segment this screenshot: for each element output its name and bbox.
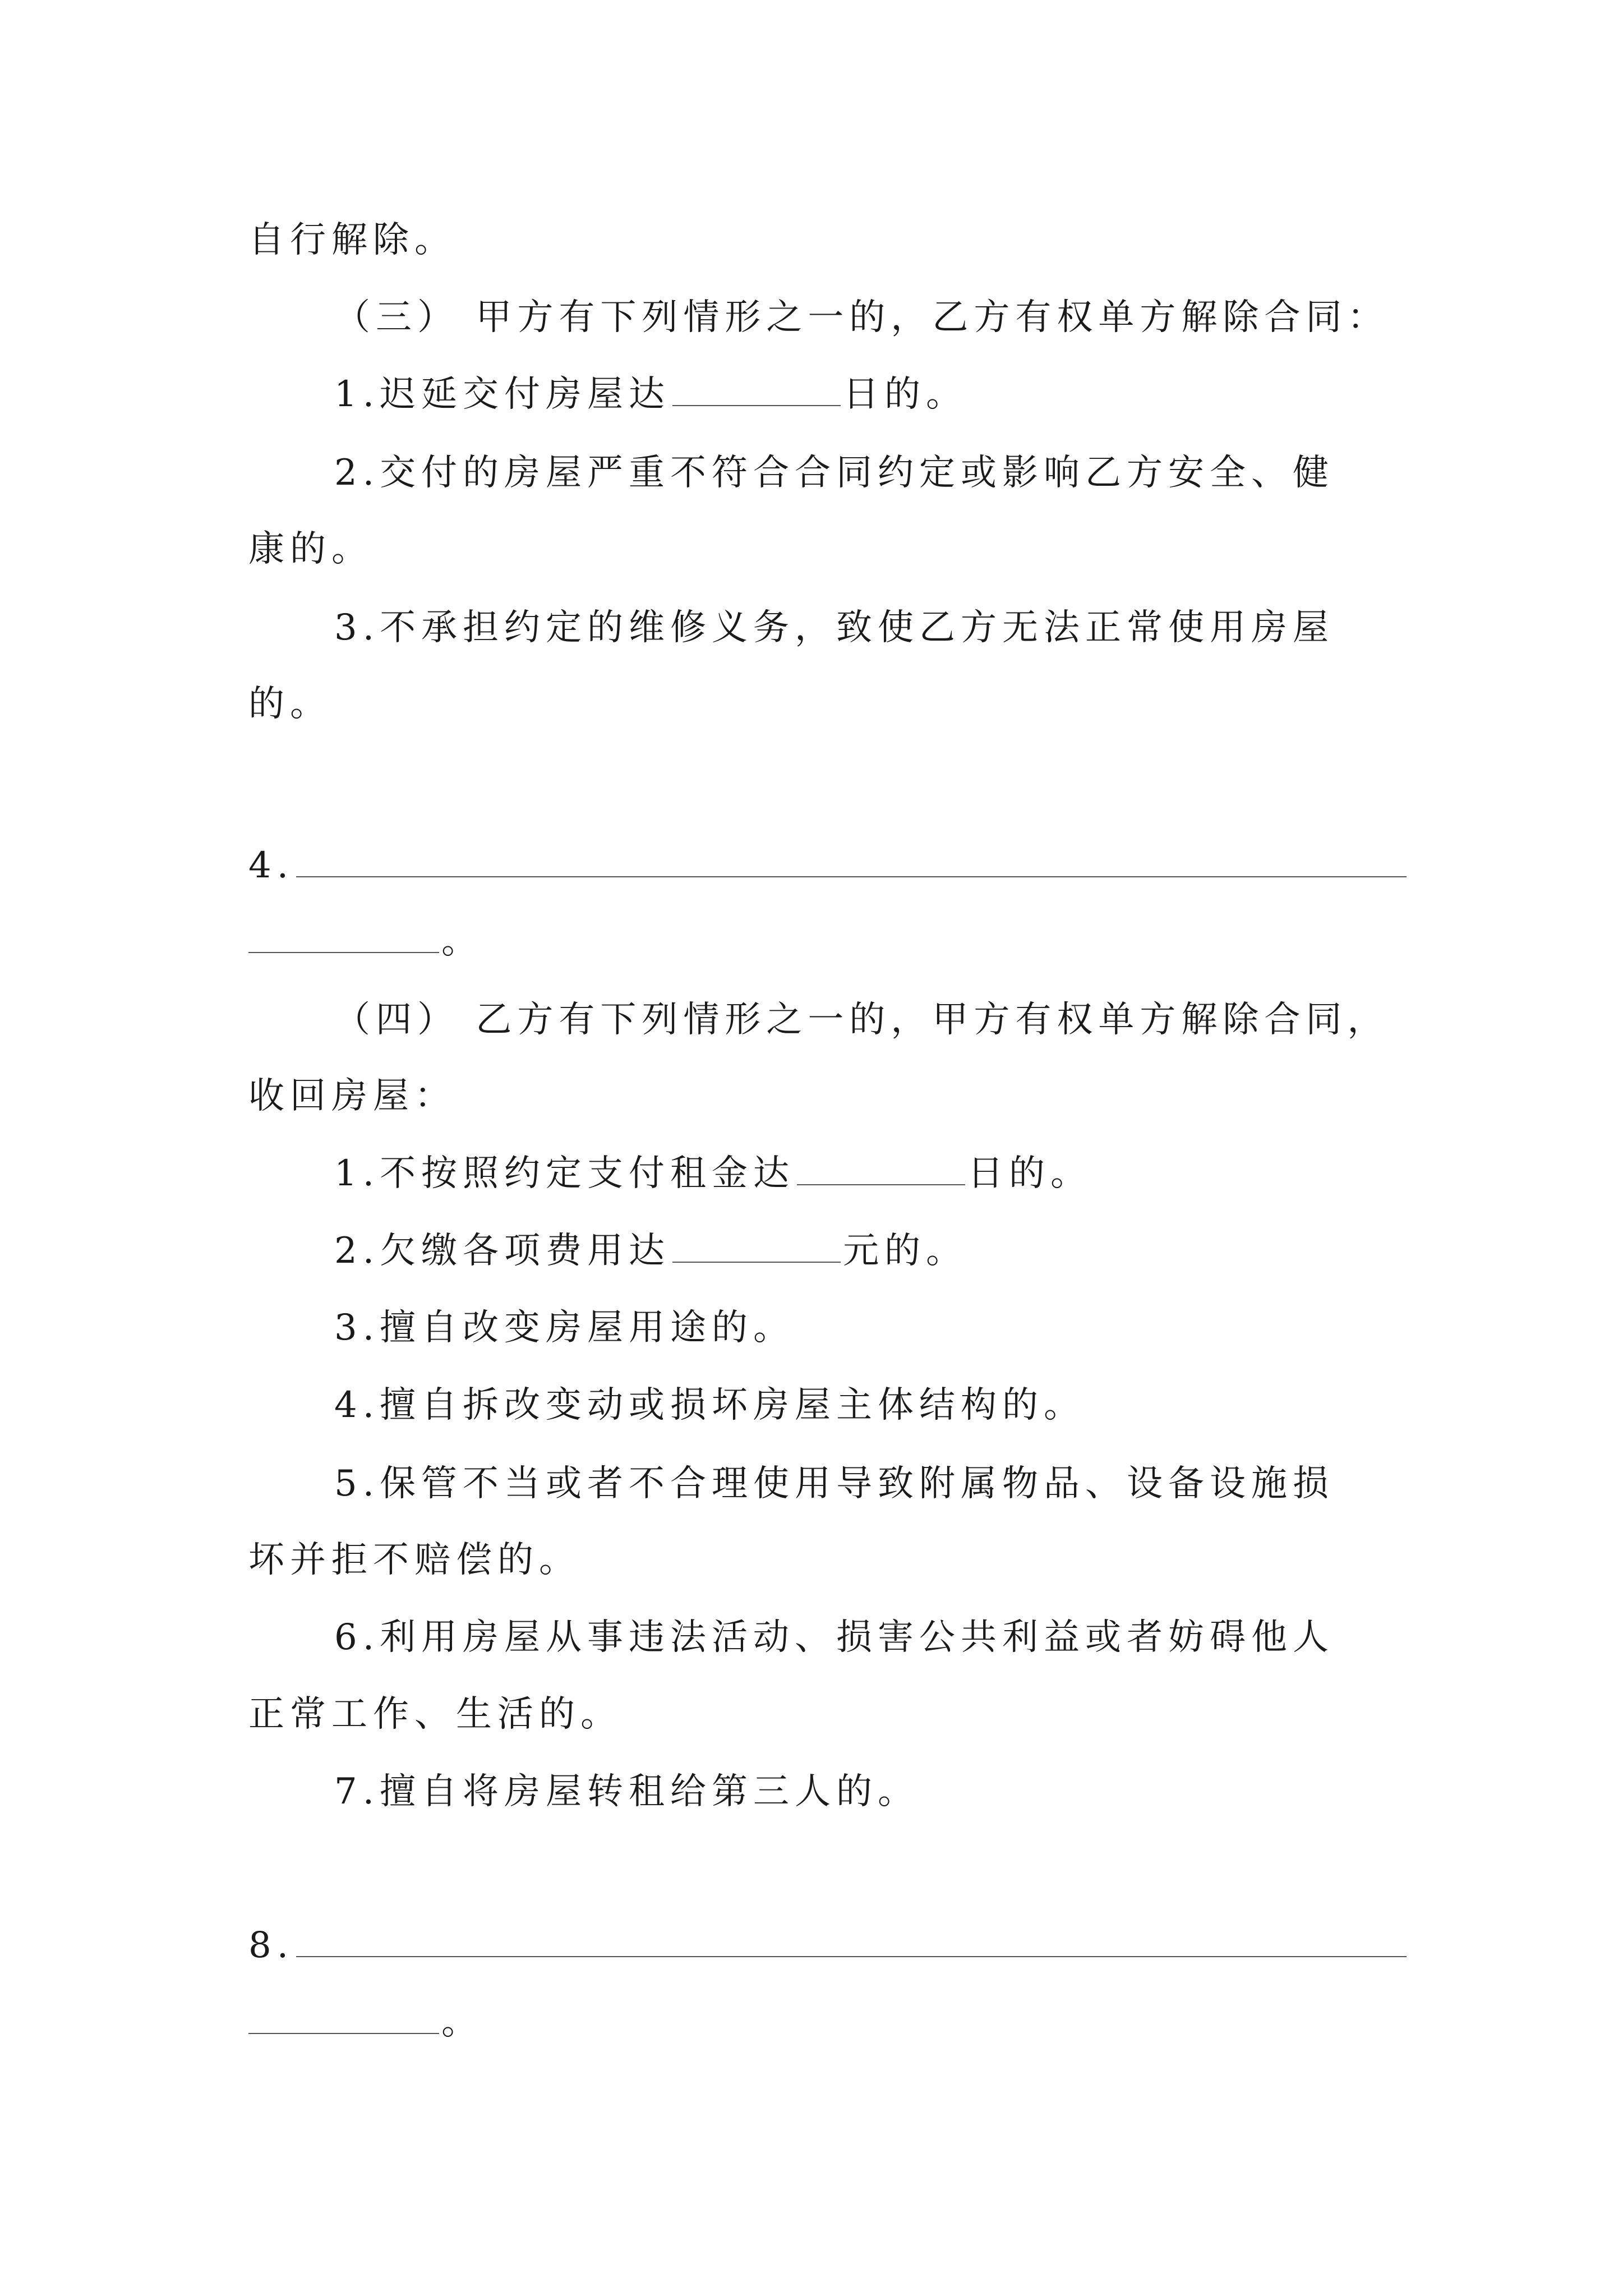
clause-line [334,1148,1092,1199]
clause-text: 1.迟延交付房屋达 [334,374,671,415]
text-line: 3.不承担约定的维修义务，致使乙方无法正常使用房屋 [334,607,1335,648]
text-line: 4.擅自拆改变动或损坏房屋主体结构的。 [334,1384,1086,1426]
clause-line [248,1920,1409,1971]
fill-blank [797,1152,965,1185]
text-line: 自行解除。 [248,219,456,261]
text-line: 的。 [248,683,331,725]
text-line: 2.交付的房屋严重不符合合同约定或影响乙方安全、健 [334,452,1335,494]
clause-text: 元的。 [843,1230,968,1272]
fill-blank [296,844,1407,877]
text-line: 3.擅自改变房屋用途的。 [334,1307,795,1349]
clause-text: 1.不按照约定支付租金达 [334,1153,795,1194]
fill-blank [248,2000,439,2034]
clause-text: 2.欠缴各项费用达 [334,1230,671,1272]
clause-text: 。 [441,921,483,962]
text-line: 7.擅自将房屋转租给第三人的。 [334,1771,920,1812]
text-line: 6.利用房屋从事违法活动、损害公共利益或者妨碍他人 [334,1617,1335,1658]
clause-line [248,840,1409,891]
clause-line [334,369,967,420]
clause-text: 8. [248,1925,294,1966]
clause-line [248,1997,483,2047]
clause-line [248,916,483,967]
fill-blank [296,1924,1407,1957]
fill-blank [672,1229,841,1263]
fill-blank [248,919,439,953]
text-line: 坏并拒不赔偿的。 [248,1539,580,1581]
clause-text: 4. [248,845,294,886]
clause-text: 。 [441,2001,483,2043]
fill-blank [672,372,841,406]
text-line: 康的。 [248,528,373,570]
clause-line [334,1226,967,1276]
text-line: 收回房屋： [248,1075,456,1117]
text-line: 5.保管不当或者不合理使用导致附属物品、设备设施损 [334,1463,1335,1504]
clause-text: 日的。 [967,1153,1092,1194]
section-heading-3: （三） 甲方有下列情形之一的，乙方有权单方解除合同： [334,297,1389,338]
section-heading-4: （四） 乙方有下列情形之一的，甲方有权单方解除合同， [334,999,1389,1041]
text-line: 正常工作、生活的。 [248,1694,622,1735]
clause-text: 日的。 [843,374,968,415]
